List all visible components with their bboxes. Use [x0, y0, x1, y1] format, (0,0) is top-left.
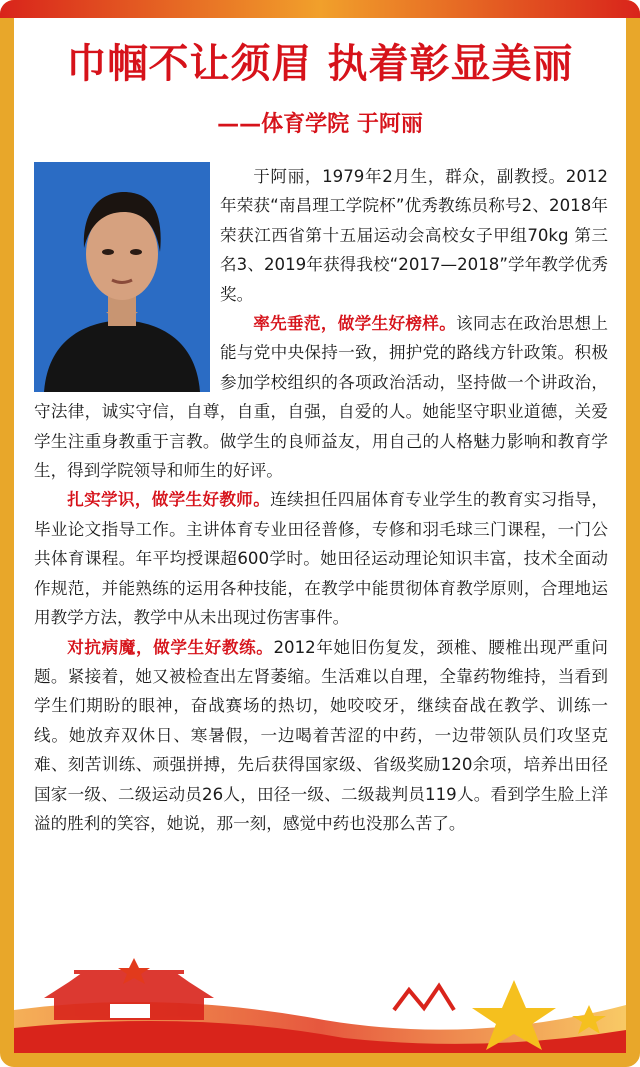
paragraph-coach-heading: 对抗病魔，做学生好教练。: [67, 637, 274, 657]
paragraph-teacher-heading: 扎实学识，做学生好教师。: [67, 490, 271, 510]
poster-subtitle: ——体育学院 于阿丽: [217, 112, 423, 137]
paragraph-role-model-text: 该同志在政治思想上能与党中央保持一致，拥护党的路线方针政策。积极参加学校组织的各项政治活动，坚持做一个讲政治，守法律，诚实守信，自尊，自重，自强，自爱的人。她能坚守职业道德，关爱学生注重身教重于言教。做学生的良师益友，用自己的人格魅力影响和教育学生，得到学院领导和师生的好评。: [34, 314, 609, 481]
photo-spacer: [34, 162, 220, 392]
biography-text: [34, 162, 608, 838]
poster-title: 巾帼不让须眉 执着彰显美丽: [66, 40, 574, 87]
paragraph-role-model-heading: 率先垂范，做学生好榜样。: [253, 314, 457, 334]
footer-scenery: [14, 950, 626, 1053]
paragraph-teacher: [34, 485, 608, 632]
paragraph-coach: [34, 633, 608, 839]
footer-decoration: [14, 950, 626, 1053]
paragraph-teacher-text: 连续担任四届体育专业学生的教育实习指导，毕业论文指导工作。主讲体育专业田径普修，专修和羽毛球三门课程，一门公共体育课程。年平均授课超600学时。她田径运动理论知识丰富，技术全面动作规范，并能熟练的运用各种技能，在教学中能贯彻体育教学原则，合理地运用教学方法，教学中从未出现过伤害事件。: [34, 490, 609, 628]
paragraph-coach-text: 2012年她旧伤复发，颈椎、腰椎出现严重问题。紧接着，她又被检查出左肾萎缩。生活难以自理，全靠药物维持，当看到学生们期盼的眼神，奋战赛场的热切，她咬咬牙，继续奋战在教学、训练一线。她放弃双休日、寒暑假，一边喝着苦涩的中药，一边带领队员们攻坚克难、刻苦训练、顽强拼搏，先后获得国家级、省级奖励120余项，培养出田径国家一级、二级运动员26人，田径一级、二级裁判员119人。看到学生脸上洋溢的胜利的笑容，她说，那一刻，感觉中药也没那么苦了。: [34, 637, 608, 833]
top-decor-band: [0, 0, 640, 18]
paragraph-intro-text: 于阿丽，1979年2月生，群众，副教授。2012年荣获“南昌理工学院杯”优秀教练员称号2、2018年荣获江西省第十五届运动会高校女子甲组70kg 第三名3、2019年获得我校“2017—2018”学年教学优秀奖。: [220, 167, 608, 304]
